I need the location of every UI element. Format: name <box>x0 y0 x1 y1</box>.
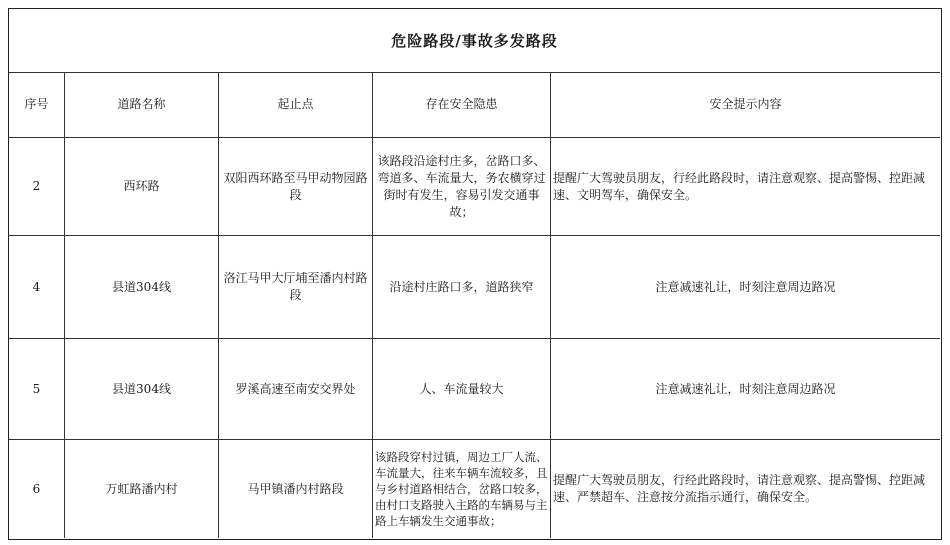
row-1-hazard-text: 该路段沿途村庄多，岔路口多、弯道多、车流量大，务农横穿过街时有发生，容易引发交通事故； <box>377 153 546 219</box>
row-3-hazard <box>373 339 551 440</box>
row-1-seq: 2 <box>9 138 65 236</box>
row-3-tip <box>551 339 940 440</box>
row-4-range <box>219 440 373 538</box>
header-hazard: 存在安全隐患 <box>373 72 551 138</box>
row-1-range <box>219 138 373 236</box>
row-4-range-text: 马甲镇潘内村路段 <box>247 481 344 496</box>
row-3-range <box>219 339 373 440</box>
row-1-road: 西环路 <box>65 138 219 236</box>
row-3-tip-text: 注意减速礼让，时刻注意周边路况 <box>655 381 836 396</box>
row-2-tip-text: 注意减速礼让，时刻注意周边路况 <box>655 279 836 294</box>
row-2-hazard-text: 沿途村庄路口多，道路狭窄 <box>389 279 534 294</box>
header-road: 道路名称 <box>65 72 219 138</box>
row-2-hazard <box>373 236 551 339</box>
row-4-seq: 6 <box>9 440 65 538</box>
hazard-road-table <box>8 8 942 540</box>
row-1-tip <box>551 138 940 236</box>
row-2-seq: 4 <box>9 236 65 339</box>
row-3-seq: 5 <box>9 339 65 440</box>
row-2-tip <box>551 236 940 339</box>
row-1-tip-text: 提醒广大驾驶员朋友，行经此路段时，请注意观察、提高警惕、控距减速、文明驾车，确保安全。 <box>553 170 926 202</box>
row-3-range-text: 罗溪高速至南安交界处 <box>235 381 356 396</box>
header-seq: 序号 <box>9 72 65 138</box>
row-4-tip-text: 提醒广大驾驶员朋友，行经此路段时，请注意观察、提高警惕、控距减速、严禁超车、注意按分流指示通行，确保安全。 <box>553 473 926 504</box>
header-tip: 安全提示内容 <box>551 72 940 138</box>
row-2-range <box>219 236 373 339</box>
header-range: 起止点 <box>219 72 373 138</box>
row-4-hazard-text: 该路段穿村过镇，周边工厂人流、车流量大，往来车辆车流较多，且与乡村道路相结合，岔路口较多，由村口支路驶入主路的车辆易与主路上车辆发生交通事故； <box>375 450 548 528</box>
row-4-tip <box>551 440 940 538</box>
row-2-range-text: 洛江马甲大厅埔至潘内村路段 <box>223 271 368 302</box>
table-title: 危险路段/事故多发路段 <box>9 9 940 73</box>
row-1-range-text: 双阳西环路至马甲动物园路段 <box>223 170 368 202</box>
row-3-hazard-text: 人、车流量较大 <box>419 381 504 396</box>
row-4-hazard <box>373 440 551 538</box>
row-4-road: 万虹路潘内村 <box>65 440 219 538</box>
row-3-road: 县道304线 <box>65 339 219 440</box>
row-2-road: 县道304线 <box>65 236 219 339</box>
row-1-hazard <box>373 138 551 236</box>
